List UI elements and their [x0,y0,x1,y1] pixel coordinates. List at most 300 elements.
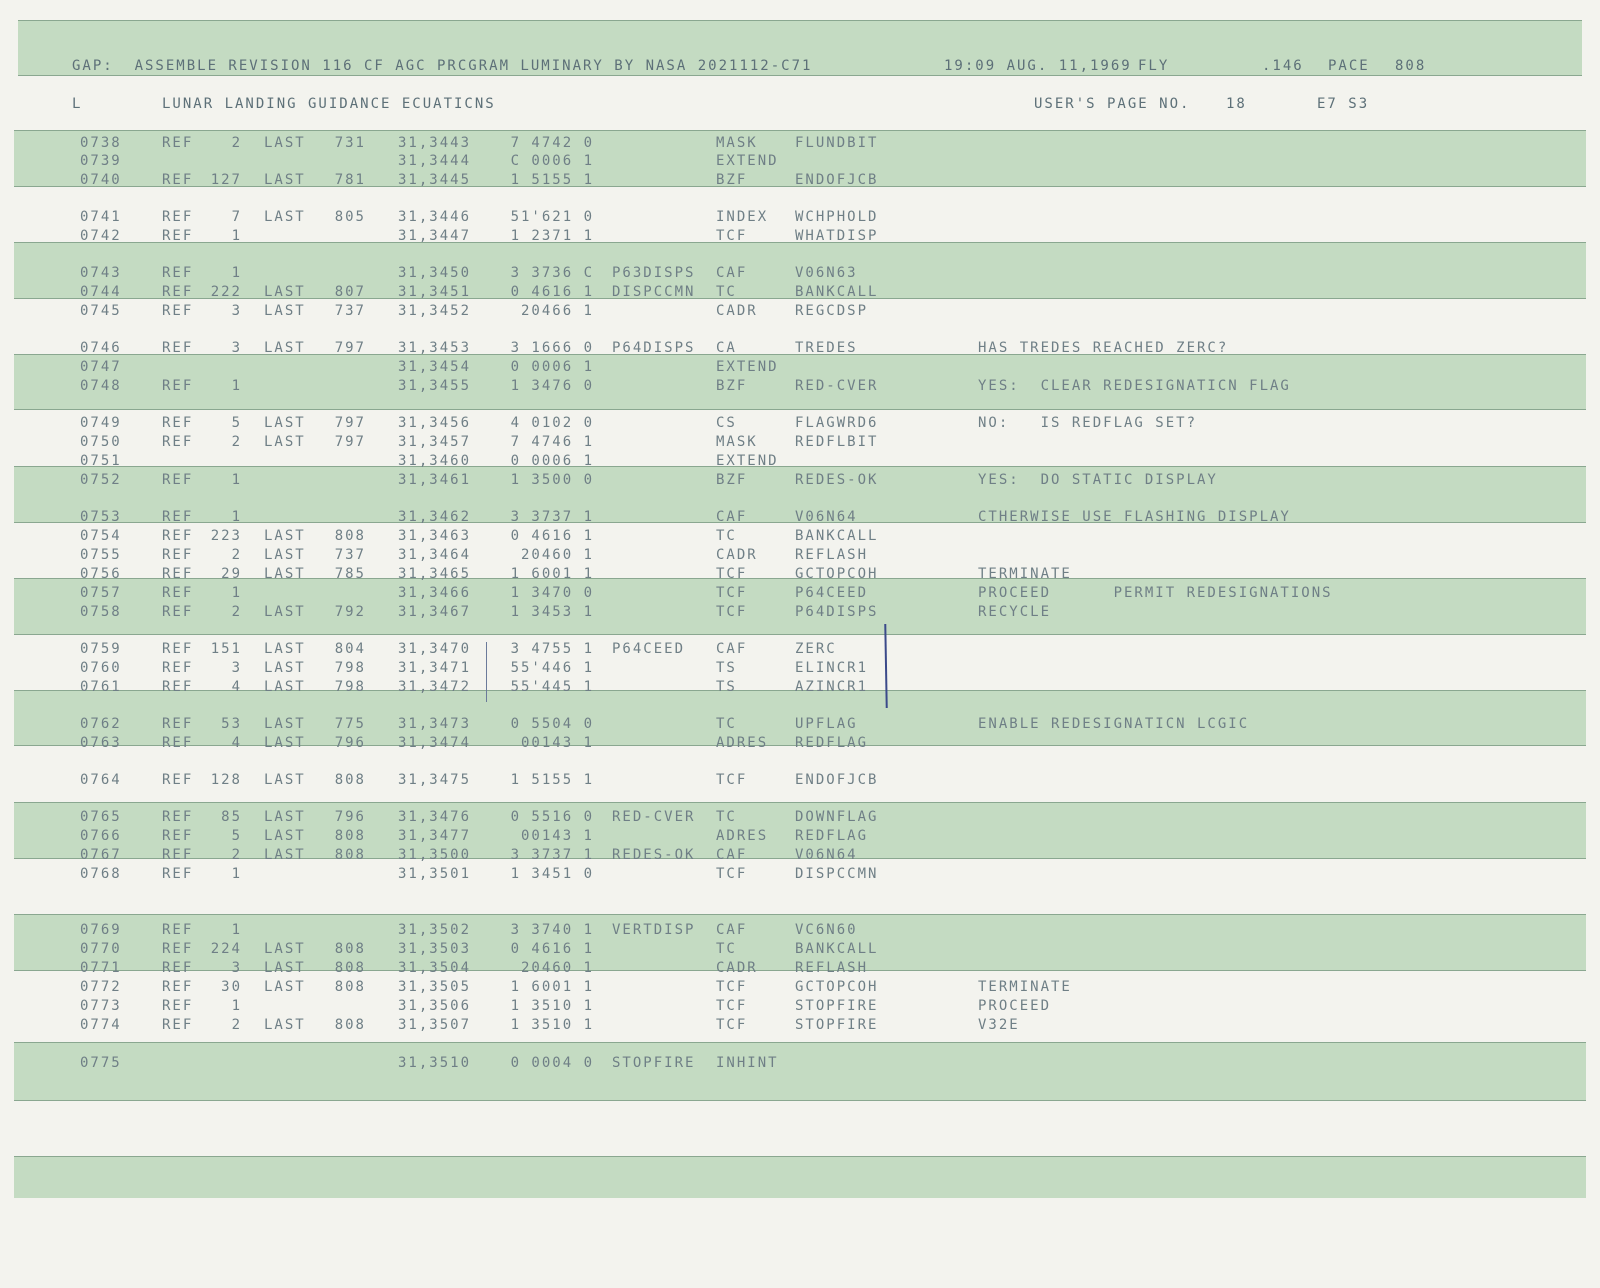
ref-count: 53 [221,716,242,732]
comment: TERMINATE [978,979,1072,995]
line-number: 0764 [80,772,122,788]
listing-row [0,808,1600,826]
operand: ENDOFJCB [795,172,879,188]
ref-keyword: REF [162,922,194,938]
last-keyword: LAST [264,679,306,695]
last-page: 798 [334,660,366,676]
address: 31,3506 [398,998,472,1014]
ref-keyword: REF [162,209,194,225]
last-page: 808 [334,1017,366,1033]
last-page: 775 [334,716,366,732]
ref-count: 1 [231,998,242,1014]
listing-row [0,827,1600,845]
comment: CTHERWISE USE FLASHING DISPLAY [978,509,1291,525]
ref-keyword: REF [162,415,194,431]
last-keyword: LAST [264,566,306,582]
opcode: MASK [716,135,758,151]
ref-keyword: REF [162,735,194,751]
operand: REDES-OK [795,472,879,488]
operand: ENDOFJCB [795,772,879,788]
last-keyword: LAST [264,941,306,957]
page-header [0,57,1600,75]
band-rule [14,1100,1586,1101]
octal-code: 1 3451 0 [510,866,594,882]
last-keyword: LAST [264,960,306,976]
ref-keyword: REF [162,960,194,976]
last-keyword: LAST [264,340,306,356]
location-label: RED-CVER [612,809,696,825]
operand: TREDES [795,340,858,356]
opcode: CS [716,415,737,431]
address: 31,3453 [398,340,472,356]
ref-keyword: REF [162,284,194,300]
address: 31,3503 [398,941,472,957]
band-rule [14,1042,1586,1043]
ref-keyword: REF [162,1017,194,1033]
ref-count: 30 [221,979,242,995]
last-page: 808 [334,941,366,957]
operand: REDFLBIT [795,434,879,450]
listing-row [0,339,1600,357]
octal-code: 1 3510 1 [510,998,594,1014]
opcode: TC [716,528,737,544]
listing-row [0,921,1600,939]
band-rule [14,130,1586,131]
octal-code: 0 5504 0 [510,716,594,732]
user-page-label: USER'S PAGE NO. [1034,96,1191,112]
ref-count: 5 [231,415,242,431]
listing-row [0,264,1600,282]
listing-row [0,978,1600,996]
comment: RECYCLE [978,604,1052,620]
address: 31,3460 [398,453,472,469]
address: 31,3473 [398,716,472,732]
ref-count: 5 [231,828,242,844]
ref-keyword: REF [162,941,194,957]
line-number: 0748 [80,378,122,394]
user-page-number: 18 [1226,96,1247,112]
section-header [0,95,1600,113]
ref-count: 3 [231,340,242,356]
listing-row [0,846,1600,864]
ref-count: 223 [210,528,242,544]
line-number: 0772 [80,979,122,995]
ref-keyword: REF [162,228,194,244]
operand: ELINCR1 [795,660,869,676]
operand: GCTOPCOH [795,566,879,582]
listing-row [0,302,1600,320]
address: 31,3446 [398,209,472,225]
line-number: 0775 [80,1055,122,1071]
comment: ENABLE REDESIGNATICN LCGIC [978,716,1250,732]
operand: UPFLAG [795,716,858,732]
last-keyword: LAST [264,716,306,732]
octal-code: 1 5155 1 [510,772,594,788]
ref-count: 3 [231,960,242,976]
operand: P64CEED [795,585,869,601]
address: 31,3507 [398,1017,472,1033]
ref-keyword: REF [162,809,194,825]
listing-row [0,678,1600,696]
last-page: 798 [334,679,366,695]
line-number: 0774 [80,1017,122,1033]
ref-keyword: REF [162,172,194,188]
line-number: 0742 [80,228,122,244]
ref-count: 151 [210,641,242,657]
ref-count: 3 [231,660,242,676]
line-number: 0754 [80,528,122,544]
address: 31,3452 [398,303,472,319]
operand: WCHPHOLD [795,209,879,225]
last-keyword: LAST [264,135,306,151]
octal-code: 7 4746 1 [510,434,594,450]
opcode: CAF [716,641,748,657]
operand: REFLASH [795,960,869,976]
ref-keyword: REF [162,135,194,151]
opcode: TC [716,716,737,732]
opcode: TCF [716,979,748,995]
opcode: TS [716,679,737,695]
ref-keyword: REF [162,847,194,863]
octal-code: C 0006 1 [510,153,594,169]
last-page: 804 [334,641,366,657]
ref-keyword: REF [162,566,194,582]
ref-count: 2 [231,547,242,563]
listing-row [0,565,1600,583]
last-keyword: LAST [264,604,306,620]
header-page-number: 808 [1395,58,1427,74]
ref-count: 1 [231,922,242,938]
listing-row [0,997,1600,1015]
ref-keyword: REF [162,641,194,657]
line-number: 0759 [80,641,122,657]
listing-row [0,584,1600,602]
listing-row [0,508,1600,526]
last-page: 796 [334,809,366,825]
last-keyword: LAST [264,284,306,300]
opcode: TS [716,660,737,676]
listing-row [0,152,1600,170]
section-title: LUNAR LANDING GUIDANCE ECUATICNS [162,96,496,112]
last-keyword: LAST [264,303,306,319]
line-number: 0761 [80,679,122,695]
octal-code: 51'621 0 [510,209,594,225]
line-number: 0771 [80,960,122,976]
operand: REFLASH [795,547,869,563]
octal-code: 00143 1 [520,828,594,844]
last-keyword: LAST [264,641,306,657]
header-num: .146 [1262,58,1304,74]
line-number: 0739 [80,153,122,169]
opcode: TCF [716,604,748,620]
operand: VC6N60 [795,922,858,938]
last-keyword: LAST [264,434,306,450]
address: 31,3471 [398,660,472,676]
ref-keyword: REF [162,998,194,1014]
location-label: VERTDISP [612,922,696,938]
address: 31,3502 [398,922,472,938]
ref-count: 222 [210,284,242,300]
octal-code: 1 3476 0 [510,378,594,394]
comment: YES: DO STATIC DISPLAY [978,472,1218,488]
band-rule [14,802,1586,803]
octal-code: 00143 1 [520,735,594,751]
last-page: 808 [334,828,366,844]
last-page: 796 [334,735,366,751]
line-number: 0756 [80,566,122,582]
octal-code: 1 2371 1 [510,228,594,244]
band-rule [14,914,1586,915]
location-label: REDES-OK [612,847,696,863]
last-page: 805 [334,209,366,225]
last-page: 781 [334,172,366,188]
line-number: 0758 [80,604,122,620]
operand: V06N63 [795,265,858,281]
opcode: TCF [716,998,748,1014]
opcode: ADRES [716,828,769,844]
ref-count: 224 [210,941,242,957]
opcode: CADR [716,960,758,976]
line-number: 0751 [80,453,122,469]
location-label: DISPCCMN [612,284,696,300]
line-number: 0747 [80,359,122,375]
band-rule [18,75,1582,76]
octal-code: 0 5516 0 [510,809,594,825]
ref-count: 1 [231,585,242,601]
opcode: ADRES [716,735,769,751]
comment: YES: CLEAR REDESIGNATICN FLAG [978,378,1291,394]
comment: PROCEED PERMIT REDESIGNATIONS [978,585,1333,601]
address: 31,3454 [398,359,472,375]
last-page: 797 [334,415,366,431]
last-keyword: LAST [264,828,306,844]
octal-code: 1 3453 1 [510,604,594,620]
opcode: TCF [716,772,748,788]
ref-keyword: REF [162,828,194,844]
last-keyword: LAST [264,979,306,995]
operand: RED-CVER [795,378,879,394]
ref-count: 1 [231,472,242,488]
ref-keyword: REF [162,866,194,882]
listing-row [0,640,1600,658]
last-page: 737 [334,303,366,319]
address: 31,3456 [398,415,472,431]
listing-row [0,134,1600,152]
line-number: 0752 [80,472,122,488]
operand: REGCDSP [795,303,869,319]
header-title: GAP: ASSEMBLE REVISION 116 CF AGC PRCGRAM LUMINARY BY NASA 2021112-C71 [72,58,813,74]
last-keyword: LAST [264,772,306,788]
ref-keyword: REF [162,679,194,695]
octal-code: 0 4616 1 [510,528,594,544]
listing-row [0,433,1600,451]
last-page: 808 [334,960,366,976]
address: 31,3463 [398,528,472,544]
location-label: P63DISPS [612,265,696,281]
octal-code: 3 3737 1 [510,509,594,525]
operand: REDFLAG [795,828,869,844]
last-page: 807 [334,284,366,300]
listing-row [0,471,1600,489]
operand: V06N64 [795,509,858,525]
line-number: 0757 [80,585,122,601]
opcode: EXTEND [716,359,779,375]
line-number: 0762 [80,716,122,732]
listing-row [0,940,1600,958]
address: 31,3443 [398,135,472,151]
opcode: TCF [716,228,748,244]
comment: V32E [978,1017,1020,1033]
address: 31,3455 [398,378,472,394]
octal-code: 0 0004 0 [510,1055,594,1071]
octal-code: 7 4742 0 [510,135,594,151]
line-number: 0749 [80,415,122,431]
opcode: TCF [716,566,748,582]
last-page: 808 [334,979,366,995]
line-number: 0767 [80,847,122,863]
header-timestamp: 19:09 AUG. 11,1969 [944,58,1132,74]
ref-keyword: REF [162,547,194,563]
octal-code: 0 4616 1 [510,941,594,957]
comment: PROCEED [978,998,1052,1014]
line-number: 0746 [80,340,122,356]
octal-code: 55'445 1 [510,679,594,695]
ref-keyword: REF [162,378,194,394]
listing-row [0,659,1600,677]
octal-code: 1 6001 1 [510,566,594,582]
address: 31,3505 [398,979,472,995]
last-keyword: LAST [264,547,306,563]
last-page: 808 [334,847,366,863]
ref-keyword: REF [162,472,194,488]
operand: P64DISPS [795,604,879,620]
ref-keyword: REF [162,772,194,788]
listing-row [0,1016,1600,1034]
address: 31,3466 [398,585,472,601]
listing-row [0,227,1600,245]
location-label: P64CEED [612,641,686,657]
last-keyword: LAST [264,209,306,225]
line-number: 0773 [80,998,122,1014]
ref-count: 7 [231,209,242,225]
last-keyword: LAST [264,735,306,751]
last-keyword: LAST [264,660,306,676]
opcode: CAF [716,922,748,938]
octal-code: 3 3736 C [510,265,594,281]
band-rule [14,409,1586,410]
line-number: 0743 [80,265,122,281]
last-keyword: LAST [264,1017,306,1033]
operand: WHATDISP [795,228,879,244]
line-number: 0755 [80,547,122,563]
ref-count: 4 [231,735,242,751]
line-number: 0744 [80,284,122,300]
last-page: 731 [334,135,366,151]
address: 31,3450 [398,265,472,281]
opcode: BZF [716,378,748,394]
last-keyword: LAST [264,415,306,431]
ref-keyword: REF [162,604,194,620]
listing-row [0,377,1600,395]
opcode: TCF [716,1017,748,1033]
location-label: STOPFIRE [612,1055,696,1071]
address: 31,3444 [398,153,472,169]
listing-row [0,358,1600,376]
opcode: INDEX [716,209,769,225]
ref-count: 1 [231,378,242,394]
ref-keyword: REF [162,509,194,525]
octal-code: 3 1666 0 [510,340,594,356]
opcode: CA [716,340,737,356]
listing-row [0,959,1600,977]
comment: HAS TREDES REACHED ZERC? [978,340,1229,356]
operand: REDFLAG [795,735,869,751]
listing-row [0,171,1600,189]
last-page: 737 [334,547,366,563]
paper-band [14,1156,1586,1198]
listing-row [0,715,1600,733]
header-page-label: PACE [1328,58,1370,74]
line-number: 0770 [80,941,122,957]
operand: STOPFIRE [795,998,879,1014]
address: 31,3500 [398,847,472,863]
operand: FLAGWRD6 [795,415,879,431]
octal-code: 3 3737 1 [510,847,594,863]
octal-code: 20460 1 [520,547,594,563]
address: 31,3464 [398,547,472,563]
operand: BANKCALL [795,284,879,300]
address: 31,3474 [398,735,472,751]
last-page: 797 [334,340,366,356]
ref-count: 1 [231,228,242,244]
line-number: 0769 [80,922,122,938]
log-section-letter: L [72,96,83,112]
ref-keyword: REF [162,265,194,281]
octal-code: 55'446 1 [510,660,594,676]
band-rule [18,20,1582,21]
address: 31,3475 [398,772,472,788]
address: 31,3451 [398,284,472,300]
octal-code: 0 0006 1 [510,359,594,375]
line-number: 0753 [80,509,122,525]
octal-code: 20460 1 [520,960,594,976]
octal-code: 1 3470 0 [510,585,594,601]
line-number: 0765 [80,809,122,825]
operand: GCTOPCOH [795,979,879,995]
opcode: MASK [716,434,758,450]
address: 31,3476 [398,809,472,825]
last-keyword: LAST [264,847,306,863]
line-number: 0741 [80,209,122,225]
opcode: TC [716,284,737,300]
octal-code: 0 4616 1 [510,284,594,300]
operand: FLUNDBIT [795,135,879,151]
ref-count: 4 [231,679,242,695]
line-number: 0740 [80,172,122,188]
ref-count: 2 [231,1017,242,1033]
opcode: EXTEND [716,453,779,469]
operand: BANKCALL [795,528,879,544]
band-rule [14,634,1586,635]
listing-row [0,865,1600,883]
ref-count: 2 [231,604,242,620]
address: 31,3461 [398,472,472,488]
ref-keyword: REF [162,303,194,319]
last-page: 808 [334,772,366,788]
address: 31,3457 [398,434,472,450]
address: 31,3504 [398,960,472,976]
opcode: CAF [716,847,748,863]
